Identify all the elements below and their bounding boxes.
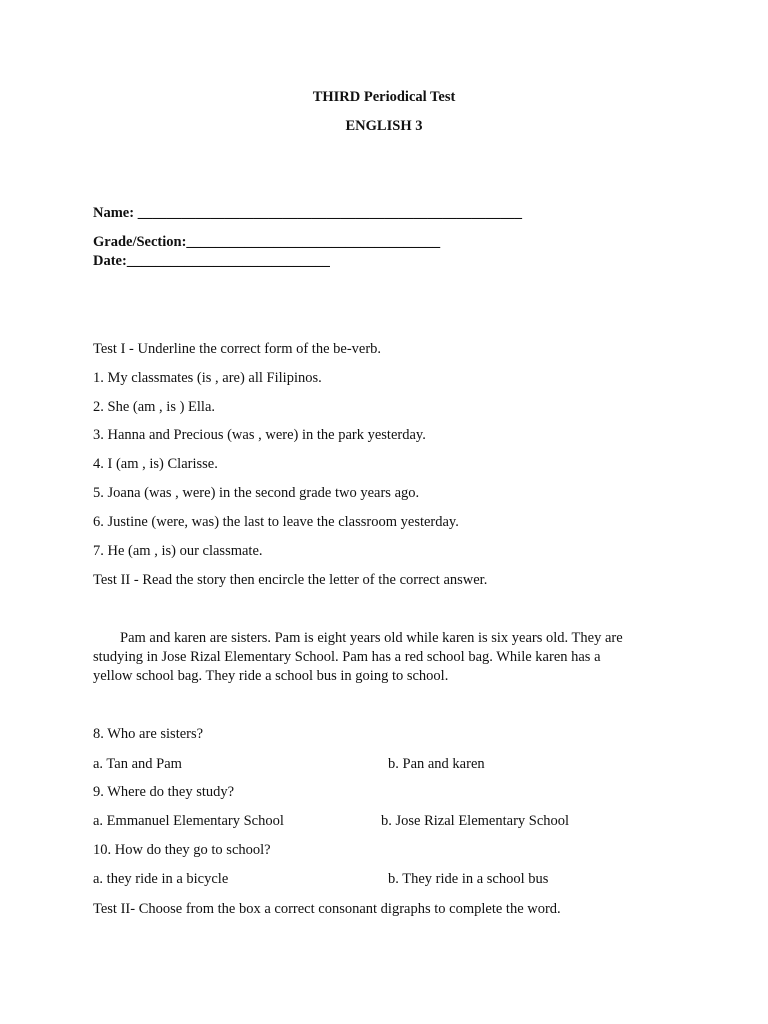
test1-item-1: 1. My classmates (is , are) all Filipinos. (93, 370, 322, 386)
question-10-option-b: b. They ride in a school bus (388, 871, 549, 887)
grade-section-field: Grade/Section:___________________________________ (93, 234, 441, 250)
question-9-option-a: a. Emmanuel Elementary School (93, 813, 284, 829)
question-10-option-a: a. they ride in a bicycle (93, 871, 229, 887)
test1-item-6: 6. Justine (were, was) the last to leave the classroom yesterday. (93, 514, 459, 530)
question-9-option-b: b. Jose Rizal Elementary School (381, 813, 570, 829)
question-8: 8. Who are sisters? (93, 726, 204, 742)
test1-item-5: 5. Joana (was , were) in the second grade two years ago. (93, 485, 420, 501)
question-10: 10. How do they go to school? (93, 842, 271, 858)
test1-instruction: Test I - Underline the correct form of the be-verb. (93, 341, 382, 357)
test-title: THIRD Periodical Test (312, 89, 456, 105)
test1-item-3: 3. Hanna and Precious (was , were) in the park yesterday. (93, 427, 426, 443)
test1-item-7: 7. He (am , is) our classmate. (93, 543, 263, 559)
question-9: 9. Where do they study? (93, 784, 235, 800)
story-line-3: yellow school bag. They ride a school bus in going to school. (93, 668, 449, 684)
story-line-2: studying in Jose Rizal Elementary School. Pam has a red school bag. While karen has a (93, 649, 601, 665)
test1-item-4: 4. I (am , is) Clarisse. (93, 456, 218, 472)
test2-instruction: Test II - Read the story then encircle the letter of the correct answer. (93, 572, 488, 588)
subject-title: ENGLISH 3 (345, 118, 423, 134)
date-field: Date:____________________________ (93, 253, 330, 269)
test1-item-2: 2. She (am , is ) Ella. (93, 399, 216, 415)
test3-instruction: Test II- Choose from the box a correct consonant digraphs to complete the word. (93, 901, 561, 917)
question-8-option-a: a. Tan and Pam (93, 756, 182, 772)
question-8-option-b: b. Pan and karen (388, 756, 485, 772)
name-field: Name: _____________________________________________________ (93, 205, 522, 221)
story-line-1: Pam and karen are sisters. Pam is eight years old while karen is six years old. They are (120, 630, 623, 646)
